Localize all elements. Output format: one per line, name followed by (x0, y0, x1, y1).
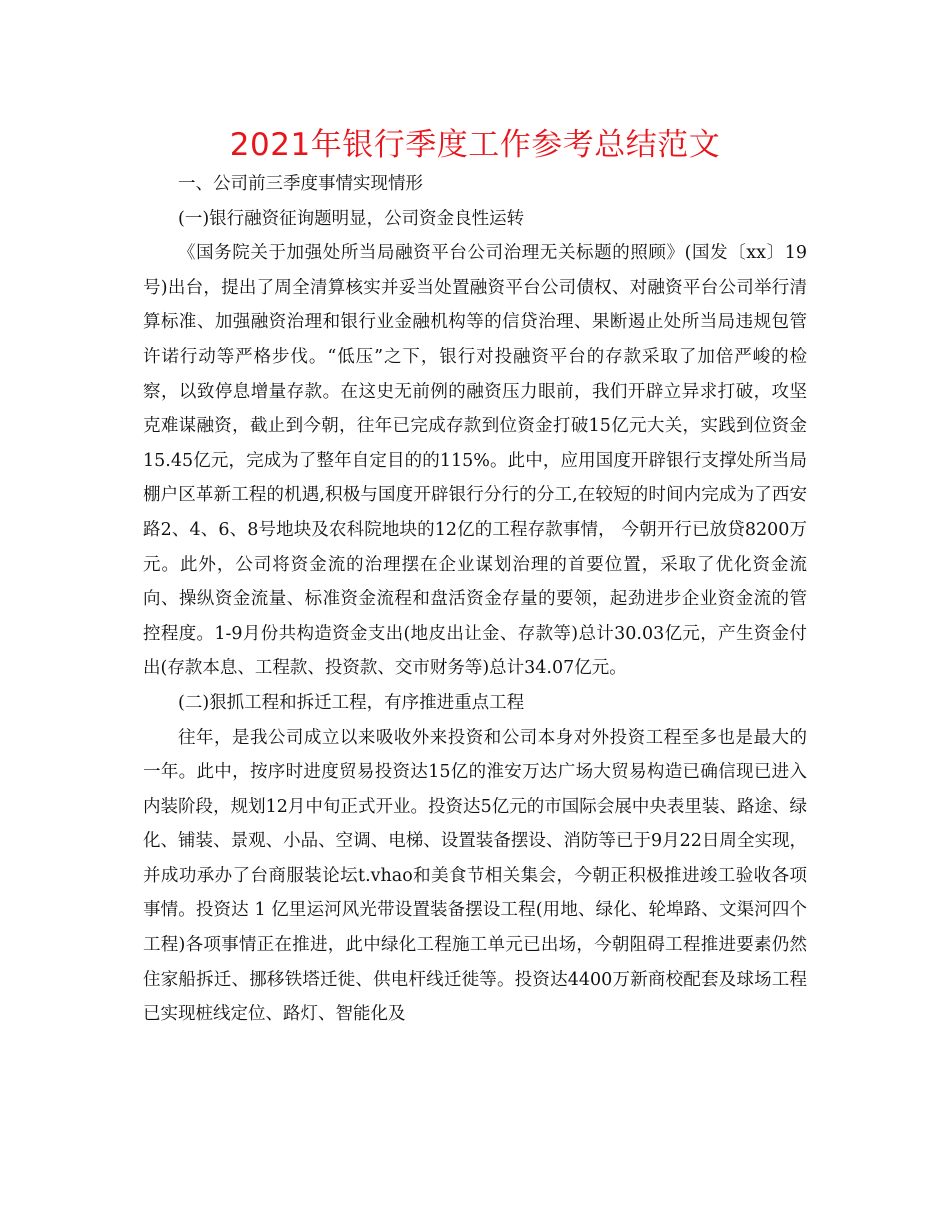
subsection-heading: (二)狠抓工程和拆迁工程，有序推进重点工程 (178, 692, 525, 713)
section-heading: 一、公司前三季度事情实现情形 (178, 174, 423, 194)
subsection-heading: (一)银行融资征询题明显，公司资金良性运转 (178, 208, 525, 229)
document-body (143, 167, 807, 1032)
document-title: 2021年银行季度工作参考总结范文 (229, 127, 721, 163)
body-paragraph: 往年，是我公司成立以来吸收外来投资和公司本身对外投资工程至多也是最大的一年。此中，按序时进度贸易投资达15亿的淮安万达广场大贸易构造已确信现已进入内装阶段，规划12月中旬正式开业。投资达5亿元的市国际会展中央表里装、路途、绿化、铺装、景观、小品、空调、电梯、设置装备摆设、消防等已于9月22日周全实现，并成功承办了台商服装论坛t.vhao和美食节相关集会，今朝正积极推进竣工验收各项事情。投资达 1 亿里运河风光带设置装备摆设工程(用地、绿化、轮埠路、文渠河四个工程)各项事情正在推进，此中绿化工程施工单元已出场，今朝阻碍工程推进要素仍然住家船拆迁、挪移铁塔迁徙、供电杆线迁徙等。投资达4400万新商校配套及球场工程已实现桩线定位、路灯、智能化及 (143, 727, 807, 1025)
body-paragraph: 《国务院关于加强处所当局融资平台公司治理无关标题的照顾》(国发〔xx〕19号)出台，提出了周全清算核实并妥当处置融资平台公司债权、对融资平台公司举行清算标准、加强融资治理和银行业金融机构等的信贷治理、果断遏止处所当局违规包管许诺行动等严格步伐。“低压”之下，银行对投融资平台的存款采取了加倍严峻的检察，以致停息增量存款。在这史无前例的融资压力眼前，我们开辟立异求打破，攻坚克难谋融资，截止到今朝，往年已完成存款到位资金打破15亿元大关，实践到位资金15.45亿元，完成为了整年自定目的的115%。此中，应用国度开辟银行支撑处所当局棚户区革新工程的机遇,积极与国度开辟银行分行的分工,在较短的时间内完成为了西安路2、4、6、8号地块及农科院地块的12亿的工程存款事情， 今朝开行已放贷8200万元。此外，公司将资金流的治理摆在企业谋划治理的首要位置，采取了优化资金流向、操纵资金流量、标准资金流程和盘活资金存量的要领，起劲进步企业资金流的管控程度。1-9月份共构造资金支出(地皮出让金、存款等)总计30.03亿元，产生资金付出(存款本息、工程款、投资款、交市财务等)总计34.07亿元。 (143, 243, 807, 679)
